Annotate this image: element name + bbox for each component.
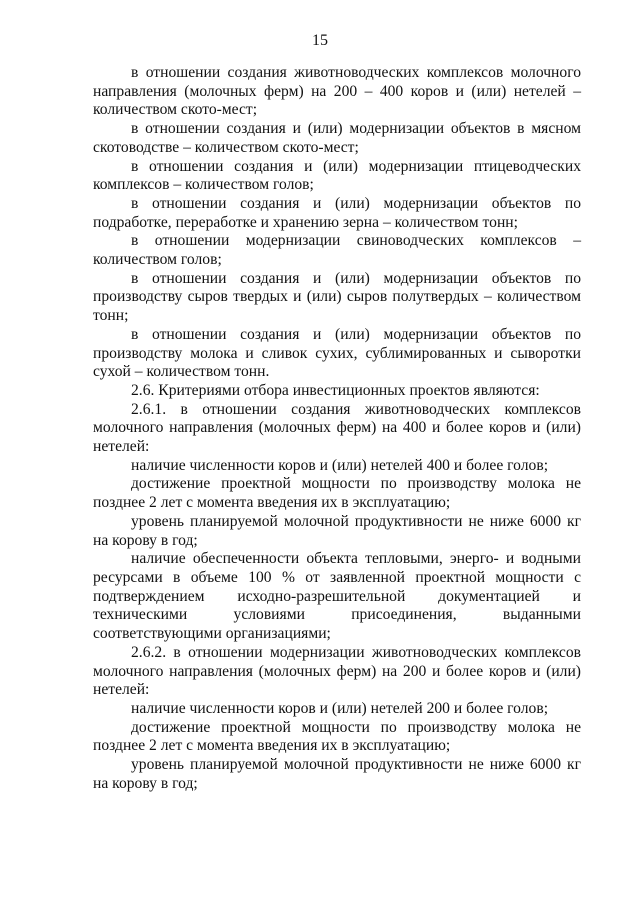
paragraph: в отношении создания и (или) модернизации объектов в мясном скотоводстве – количеством ското-мест; <box>93 120 581 156</box>
paragraph: уровень планируемой молочной продуктивности не ниже 6000 кг на корову в год; <box>93 756 581 792</box>
paragraph: достижение проектной мощности по производству молока не позднее 2 лет с момента введения их в эксплуатацию; <box>93 475 581 512</box>
paragraph: в отношении создания и (или) модернизации объектов по подработке, переработке и хранению зерна – количеством тонн; <box>93 194 581 231</box>
paragraph: в отношении создания и (или) модернизации объектов по производству сыров твердых и (или) сыров полутвердых – количеством тонн; <box>93 269 581 325</box>
paragraph: в отношении создания животноводческих комплексов молочного направления (молочных ферм) на 200 – 400 коров и (или) нетелей – количеством ското-мест; <box>93 64 581 119</box>
paragraph: достижение проектной мощности по производству молока не позднее 2 лет с момента введения их в эксплуатацию; <box>93 718 581 755</box>
paragraph: наличие численности коров и (или) нетелей 400 и более голов; <box>131 456 549 474</box>
paragraph: наличие обеспеченности объекта тепловыми, энерго- и водными ресурсами в объеме 100 % от заявленной проектной мощности с подтверждением исходно-разрешительной документацией и техническими условиями присоединения, выданными соответствующими организациями; <box>93 550 581 643</box>
page-number: 15 <box>312 32 328 49</box>
document-body <box>93 64 581 793</box>
section-heading: 2.6. Критериями отбора инвестиционных проектов являются: <box>131 381 540 399</box>
paragraph: в отношении создания и (или) модернизации птицеводческих комплексов – количеством голов; <box>93 157 581 194</box>
paragraph: в отношении создания и (или) модернизации объектов по производству молока и сливок сухих, сублимированных и сыворотки сухой – количеством тонн. <box>93 325 581 381</box>
paragraph: в отношении модернизации свиноводческих комплексов – количеством голов; <box>93 232 581 269</box>
subsection-paragraph: 2.6.1. в отношении создания животноводческих комплексов молочного направления (молочных ферм) на 400 и более коров и (или) нетелей: <box>93 400 581 456</box>
paragraph: наличие численности коров и (или) нетелей 200 и более голов; <box>131 699 549 717</box>
paragraph: уровень планируемой молочной продуктивности не ниже 6000 кг на корову в год; <box>93 512 581 549</box>
subsection-paragraph: 2.6.2. в отношении модернизации животноводческих комплексов молочного направления (молочных ферм) на 200 и более коров и (или) нетелей: <box>93 643 581 699</box>
